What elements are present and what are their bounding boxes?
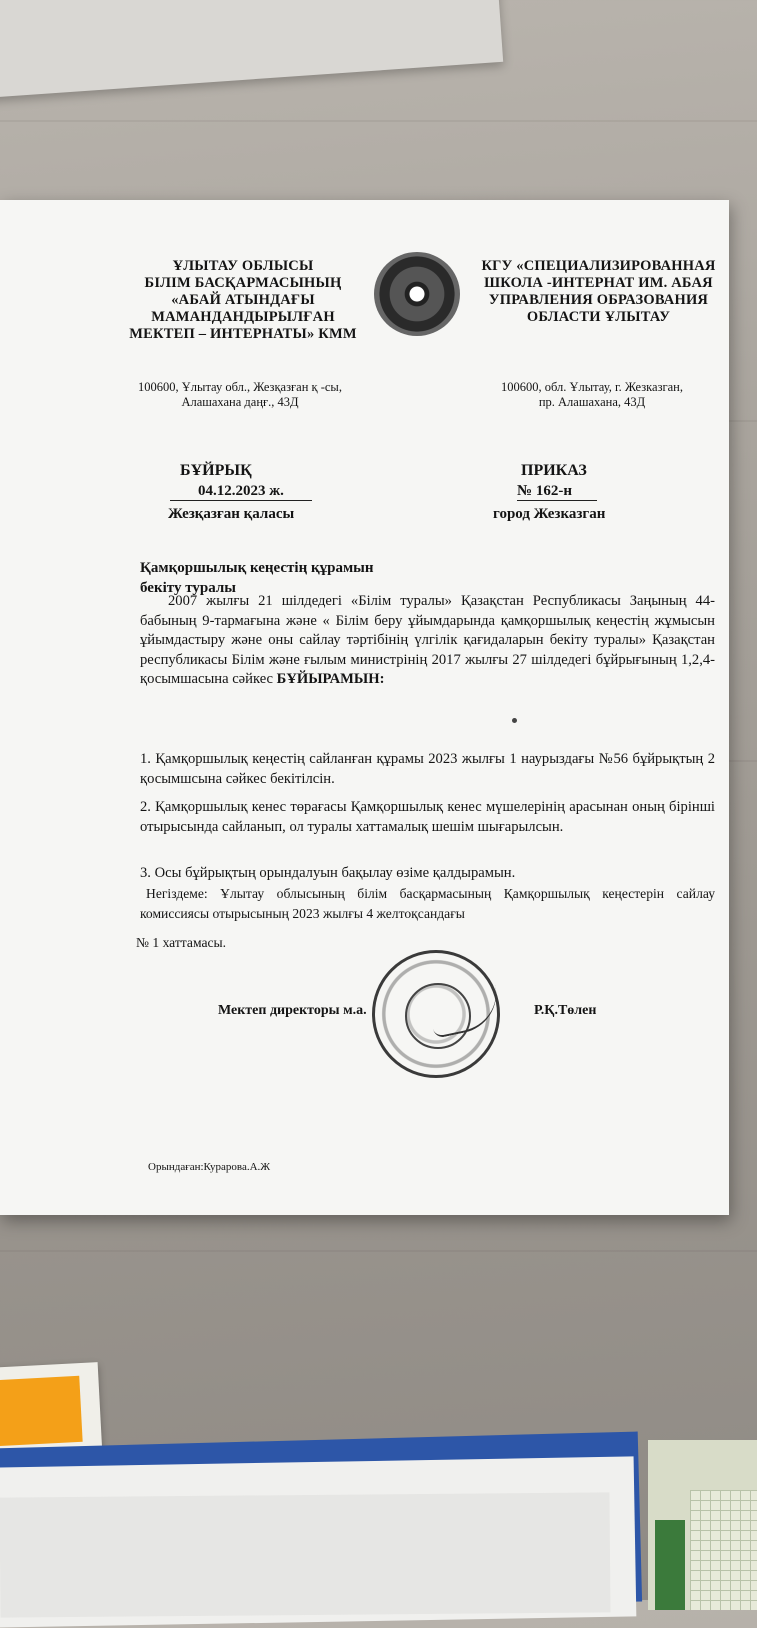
order-city-kz: Жезқазған қаласы <box>168 506 295 522</box>
address-right: 100600, обл. Ұлытау, г. Жезказган, пр. Алашахана, 43Д <box>500 380 683 409</box>
order-document <box>0 200 729 1215</box>
order-subject: Қамқоршылық кеңестің құрамын бекіту туралы <box>140 560 374 596</box>
intro-paragraph: 2007 жылғы 21 шілдедегі «Білім туралы» Қазақстан Республикасы Заңының 44-бабының 9-тармағына және « Білім беру ұйымдарында қамқоршылық кеңестің жұмысын ұйымдастыру және оны сайлау тәртібінің үлгілік қағидаларын бекіту туралы» Қазақстан республикасы Білім және ғылым министрінің 2017 жылғы 27 шілдедегі бұйрығының 1,2,4-қосымшасына сәйкес БҰЙЫРАМЫН: <box>140 593 715 687</box>
order-item-1: 1. Қамқоршылық кеңестің сайланған құрамы 2023 жылғы 1 наурыздағы №56 бұйрықтың 2 қосымшсына сәйкес бекітілсін. <box>140 751 715 787</box>
stray-mark <box>512 718 517 723</box>
signer-name: Р.Қ.Төлен <box>534 1003 597 1018</box>
basis-paragraph: Негіздеме: Ұлытау облысының білім басқармасының Қамқоршылық кеңестерін сайлау комиссиясы отырысының 2023 жылғы 4 желтоқсандағы № 1 хаттамасы. <box>136 886 715 950</box>
state-emblem-icon <box>374 252 460 336</box>
order-city-ru: город Жезказган <box>493 506 606 522</box>
executor-note: Орындаған:Курарова.А.Ж <box>148 1161 271 1173</box>
header-left-kz: ҰЛЫТАУ ОБЛЫСЫ БІЛІМ БАСҚАРМАСЫНЫҢ «АБАЙ АТЫНДАҒЫ МАМАНДАНДЫРЫЛҒАН МЕКТЕП – ИНТЕРНАТЫ» КММ <box>129 258 357 342</box>
order-title-kz: БҰЙРЫҚ <box>180 462 252 479</box>
header-right-ru: КГУ «СПЕЦИАЛИЗИРОВАННАЯ ШКОЛА -ИНТЕРНАТ ИМ. АБАЯ УПРАВЛЕНИЯ ОБРАЗОВАНИЯ ОБЛАСТИ ҰЛЫТАУ <box>481 258 716 325</box>
background-sheet <box>0 0 503 98</box>
orange-label <box>0 1376 83 1446</box>
order-date: 04.12.2023 ж. <box>170 483 312 501</box>
order-number: № 162-н <box>517 483 597 501</box>
order-item-3: 3. Осы бұйрықтың орындалуын бақылау өзіме қалдырамын. <box>140 865 516 881</box>
signer-position: Мектеп директоры м.а. <box>218 1003 367 1018</box>
order-item-2: 2. Қамқоршылық кенес төрағасы Қамқоршылық кенес мүшелерінің арасынан оның бірінші отырысында сайланып, ол туралы хаттамалық шешім шығарылсын. <box>140 799 715 835</box>
order-title-ru: ПРИКАЗ <box>521 462 587 479</box>
address-left: 100600, Ұлытау обл., Жезқазған қ -сы, Алашахана даңғ., 43Д <box>138 380 342 409</box>
grid-paper <box>690 1490 757 1610</box>
